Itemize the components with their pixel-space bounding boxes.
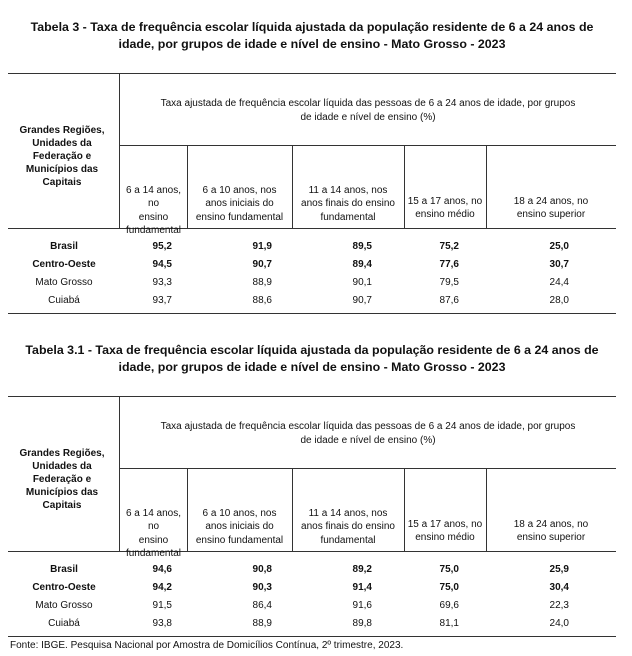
column-header-line: ensino [138, 534, 169, 546]
column-header-line: ensino fundamental [195, 534, 284, 546]
column-header-line: ensino fundamental [195, 211, 284, 223]
table-top-rule [8, 73, 616, 74]
table-title-line: Tabela 3 - Taxa de frequência escolar líquida ajustada da população residente de 6 a 24 anos de [30, 20, 594, 34]
table-cell: 94,2 [152, 582, 172, 593]
column-header [187, 184, 292, 224]
column-header-line: fundamental [125, 225, 182, 237]
column-header-line: fundamental [320, 534, 376, 546]
table-cell: 24,4 [549, 277, 569, 288]
column-header-line: fundamental [320, 211, 376, 223]
column-header [486, 195, 616, 222]
column-header-line: 6 a 14 anos, no [125, 185, 182, 210]
column-header [404, 518, 486, 545]
row-header-label: Municípios das [25, 487, 99, 498]
table-row-label: Brasil [50, 241, 78, 252]
table-cell: 91,6 [352, 600, 372, 611]
table-row-label: Centro-Oeste [32, 582, 96, 593]
table-cell: 79,5 [439, 277, 459, 288]
spanning-header-line: Taxa ajustada de frequência escolar líquida das pessoas de 6 a 24 anos de idade, por grupos [160, 421, 576, 432]
column-header-line: 6 a 14 anos, no [125, 508, 182, 533]
table-cell: 89,8 [352, 618, 372, 629]
table-row-label: Mato Grosso [35, 277, 93, 288]
column-header-line: anos finais do ensino [301, 198, 395, 210]
table-bottom-rule [8, 636, 616, 637]
column-header [292, 184, 404, 224]
table-cell: 95,2 [152, 241, 172, 252]
table-cell: 93,7 [152, 295, 172, 306]
table-cell: 24,0 [549, 618, 569, 629]
row-header-label: Municípios das [25, 164, 99, 175]
table-cell: 22,3 [549, 600, 569, 611]
table-cell: 89,2 [352, 564, 372, 575]
column-header-line: ensino superior [516, 209, 586, 221]
table-cell: 87,6 [439, 295, 459, 306]
column-header-line: 18 a 24 anos, no [513, 196, 589, 207]
table-cell: 91,9 [252, 241, 272, 252]
table-cell: 25,9 [549, 564, 569, 575]
column-header-line: 18 a 24 anos, no [513, 519, 589, 530]
spanning-header-line: de idade e nível de ensino (%) [300, 435, 436, 446]
row-header-label: Unidades da [32, 138, 92, 149]
table-cell: 93,3 [152, 277, 172, 288]
table-title-line: idade, por grupos de idade e nível de ensino - Mato Grosso - 2023 [118, 37, 506, 51]
column-header-line: ensino médio [415, 532, 475, 544]
table-cell: 81,1 [439, 618, 459, 629]
column-header [486, 518, 616, 545]
column-header-line: anos iniciais do [205, 198, 274, 210]
table-header-bottom-rule [8, 228, 616, 229]
table-bottom-rule [8, 313, 616, 314]
row-header-label: Unidades da [32, 461, 92, 472]
column-header-line: 6 a 10 anos, nos [202, 508, 277, 519]
table-cell: 89,4 [352, 259, 372, 270]
column-header-line: 11 a 14 anos, nos [308, 508, 388, 519]
table-title-line: idade, por grupos de idade e nível de ensino - Mato Grosso - 2023 [118, 360, 506, 374]
column-header-line: 6 a 10 anos, nos [202, 185, 277, 196]
table-cell: 89,5 [352, 241, 372, 252]
table-cell: 93,8 [152, 618, 172, 629]
table-cell: 75,0 [439, 564, 459, 575]
table-row-label: Cuiabá [48, 618, 80, 629]
column-header-rule [120, 468, 616, 469]
spanning-header-line: de idade e nível de ensino (%) [300, 112, 436, 123]
column-header-line: fundamental [125, 548, 182, 560]
table-cell: 30,7 [549, 259, 569, 270]
column-header-line: ensino médio [415, 209, 475, 221]
table-cell: 90,7 [352, 295, 372, 306]
column-header [187, 507, 292, 547]
row-header-label: Grandes Regiões, [19, 448, 105, 459]
table-title-line: Tabela 3.1 - Taxa de frequência escolar líquida ajustada da população residente de 6 a 24 anos de [25, 343, 599, 357]
table-cell: 69,6 [439, 600, 459, 611]
table-cell: 94,6 [152, 564, 172, 575]
table-cell: 88,9 [252, 277, 272, 288]
column-header-rule [120, 145, 616, 146]
spanning-header-line: Taxa ajustada de frequência escolar líquida das pessoas de 6 a 24 anos de idade, por grupos [160, 98, 576, 109]
table-cell: 75,2 [439, 241, 459, 252]
table-cell: 30,4 [549, 582, 569, 593]
table-cell: 88,6 [252, 295, 272, 306]
table-cell: 91,4 [352, 582, 372, 593]
table-cell: 91,5 [152, 600, 172, 611]
table-cell: 90,7 [252, 259, 272, 270]
column-header [404, 195, 486, 222]
table-top-rule [8, 396, 616, 397]
table-header-bottom-rule [8, 551, 616, 552]
source-note: Fonte: IBGE. Pesquisa Nacional por Amostra de Domicílios Contínua, 2º trimestre, 2023. [10, 640, 404, 651]
column-header-line: ensino [138, 211, 169, 223]
column-header [120, 507, 187, 561]
table-row-label: Mato Grosso [35, 600, 93, 611]
row-header-label: Federação e [32, 474, 92, 485]
column-header-line: anos finais do ensino [301, 521, 395, 533]
table-cell: 86,4 [252, 600, 272, 611]
column-header [120, 184, 187, 238]
table-row-label: Centro-Oeste [32, 259, 96, 270]
table-cell: 88,9 [252, 618, 272, 629]
column-header-line: 11 a 14 anos, nos [308, 185, 388, 196]
row-header-label: Federação e [32, 151, 92, 162]
table-row-label: Cuiabá [48, 295, 80, 306]
column-header-line: 15 a 17 anos, no [407, 519, 483, 530]
column-header-line: anos iniciais do [205, 521, 274, 533]
table-cell: 94,5 [152, 259, 172, 270]
table-cell: 77,6 [439, 259, 459, 270]
row-header-label: Grandes Regiões, [19, 125, 105, 136]
table-cell: 75,0 [439, 582, 459, 593]
table-row-label: Brasil [50, 564, 78, 575]
column-header-line: ensino superior [516, 532, 586, 544]
column-header-line: 15 a 17 anos, no [407, 196, 483, 207]
table-cell: 90,3 [252, 582, 272, 593]
column-header [292, 507, 404, 547]
row-header-label: Capitais [42, 500, 82, 511]
table-cell: 28,0 [549, 295, 569, 306]
row-header-label: Capitais [42, 177, 82, 188]
table-cell: 25,0 [549, 241, 569, 252]
table-cell: 90,1 [352, 277, 372, 288]
table-cell: 90,8 [252, 564, 272, 575]
